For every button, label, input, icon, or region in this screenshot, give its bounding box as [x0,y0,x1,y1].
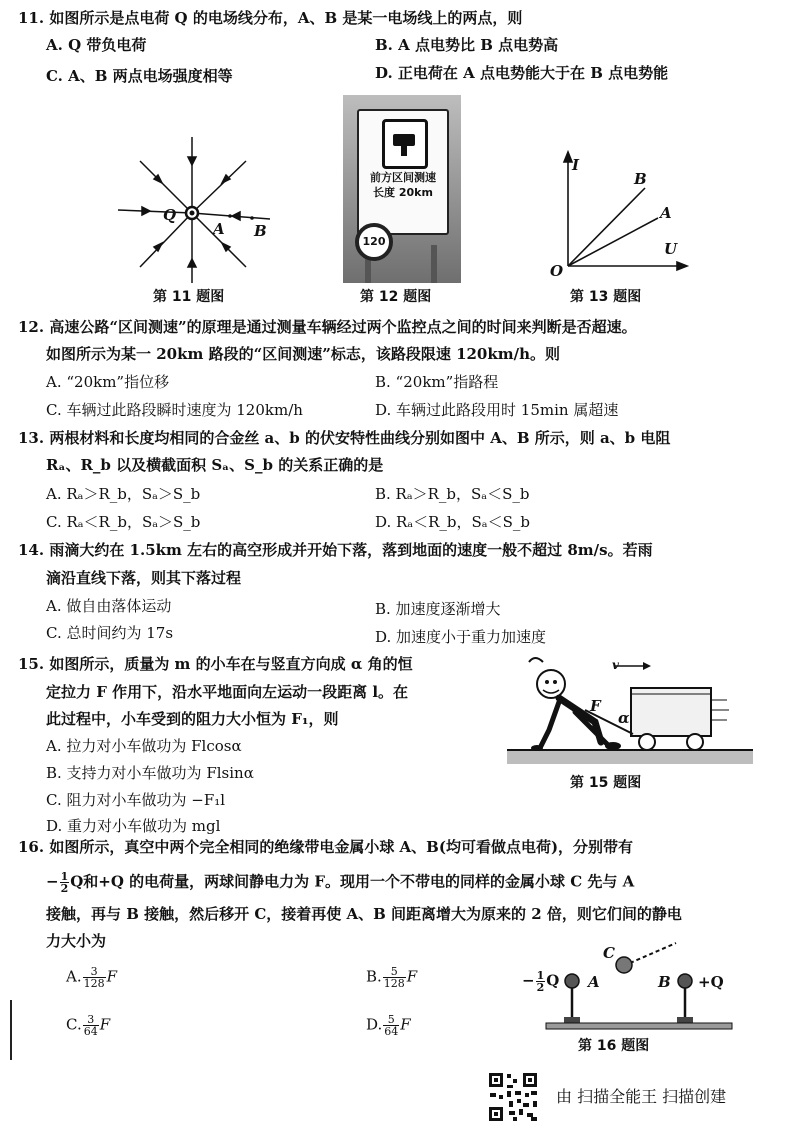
q14-option-d: D. 加速度小于重力加速度 [375,628,547,646]
q13-axis-y: I [572,156,580,174]
q16-option-d-fraction [383,1014,399,1037]
qr-code-icon [487,1071,539,1123]
q16-fig-den: 2 [536,981,545,994]
q11-stem: 11. 如图所示是点电荷 Q 的电场线分布，A、B 是某一电场线上的两点，则 [18,9,523,27]
q14-option-a: A. 做自由落体运动 [46,597,172,615]
q14-option-b: B. 加速度逐渐增大 [375,600,501,618]
q16-option-d-num: 5 [383,1014,399,1026]
q12-sign-plate [357,109,449,235]
q16-caption: 第 16 题图 [578,1038,650,1054]
q16-option-a-num: 3 [83,966,106,978]
q16-option-b [366,966,417,989]
q15-option-b: B. 支持力对小车做功为 Flsinα [46,764,254,782]
q16-option-d-den: 64 [384,1025,399,1038]
q16-fig-c: C [603,944,615,962]
q16-option-b-num: 5 [383,966,406,978]
q15-stem-1: 15. 如图所示，质量为 m 的小车在与竖直方向成 α 角的恒 [18,655,413,673]
q11-option-c: C. A、B 两点电场强度相等 [46,67,233,85]
q16-option-b-label: B. [366,967,382,986]
q16-stem-1: 16. 如图所示，真空中两个完全相同的绝缘带电金属小球 A、B(均可看做点电荷)，分别带有 [18,838,634,856]
q12-sign-text1: 前方区间测速 [370,171,436,184]
q16-option-d-unit: F [400,1015,411,1034]
q15-option-c: C. 阻力对小车做功为 −F₁l [46,791,226,809]
q13-axis-x: U [664,240,678,258]
q16-option-c-unit: F [99,1015,111,1034]
q16-option-b-fraction [383,966,406,989]
q16-half-den: 2 [60,882,69,895]
q16-fig-fraction [536,970,546,993]
q16-option-c-fraction [83,1014,99,1037]
q16-option-a-label: A. [66,967,82,986]
q11-label-q: Q [163,206,177,224]
q11-label-a: A [213,220,225,238]
q11-field-diagram [110,135,280,285]
q16-stem-3: 接触，再与 B 接触，然后移开 C，接着再使 A、B 间距离增大为原来的 2 倍，则它们间的静电 [46,905,682,923]
q16-fig-a: A [588,973,600,991]
q16-fig-charge-a [522,970,559,993]
q16-option-d [366,1014,411,1037]
q16-fig-minus: − [522,971,535,990]
q13-stem-1: 13. 两根材料和长度均相同的合金丝 a、b 的伏安特性曲线分别如图中 A、B 所示，则 a、b 电阻 [18,429,671,447]
q13-option-a: A. Rₐ＞R_b，Sₐ＞S_b [46,485,201,503]
q16-stem-4: 力大小为 [46,932,107,950]
q13-stem-2: Rₐ、R_b 以及横截面积 Sₐ、S_b 的关系正确的是 [46,456,384,474]
q16-option-b-unit: F [406,967,418,986]
q13-option-d: D. Rₐ＜R_b，Sₐ＜S_b [375,513,530,531]
q11-option-b: B. A 点电势比 B 点电势高 [375,36,559,54]
q12-sign-text2: 长度 20km [373,186,433,199]
q11-caption: 第 11 题图 [153,289,225,305]
q13-line-b: B [634,170,647,188]
q15-stem-2: 定拉力 F 作用下，沿水平地面向左运动一段距离 l。在 [46,683,409,701]
q16-option-c [66,1014,110,1037]
q16-fig-b: B [658,973,671,991]
q15-option-d: D. 重力对小车做功为 mgl [46,817,221,835]
q16-option-c-den: 64 [83,1025,98,1038]
camera-icon [382,119,428,169]
q14-option-c: C. 总时间约为 17s [46,624,174,642]
q16-option-d-label: D. [366,1015,383,1034]
q15-fig-alpha: α [618,709,630,727]
q11-label-b: B [254,222,267,240]
q16-minus: − [46,872,59,891]
q15-fig-f: F [590,697,601,715]
q16-stem-2 [46,871,634,894]
q13-line-a: A [660,204,672,222]
q16-fig-plusq: +Q [698,973,724,991]
q12-sign-photo [343,95,461,283]
q13-caption: 第 13 题图 [570,289,642,305]
q15-stem-3: 此过程中，小车受到的阻力大小恒为 F₁，则 [46,710,339,728]
q16-half-num: 1 [60,870,69,883]
q12-stem-2: 如图所示为某一 20km 路段的“区间测速”标志，该路段限速 120km/h。则 [46,345,561,363]
q12-option-d: D. 车辆过此路段用时 15min 属超速 [375,401,619,419]
q12-option-c: C. 车辆过此路段瞬时速度为 120km/h [46,401,303,419]
footer-scan-text: 由 扫描全能王 扫描创建 [556,1087,727,1106]
q16-fig-q: Q [546,971,560,990]
q15-caption: 第 15 题图 [570,775,642,791]
q12-caption: 第 12 题图 [360,289,432,305]
q12-option-a: A. “20km”指位移 [46,373,170,391]
speed-limit-icon: 120 [355,223,393,261]
margin-mark [10,1000,12,1060]
q16-option-a [66,966,117,989]
q12-option-b: B. “20km”指路程 [375,373,499,391]
q16-option-c-num: 3 [83,1014,99,1026]
q14-stem-2: 滴沿直线下落，则其下落过程 [46,569,242,587]
q16-option-a-fraction [83,966,106,989]
q16-stem-2-rest: Q和+Q 的电荷量，两球间静电力为 F。现用一个不带电的同样的金属小球 C 先与 A [70,872,635,891]
q15-cart-diagram [505,650,755,772]
q12-stem-1: 12. 高速公路“区间测速”的原理是通过测量车辆经过两个监控点之间的时间来判断是否超速。 [18,318,637,336]
q13-option-b: B. Rₐ＞R_b，Sₐ＜S_b [375,485,530,503]
q15-fig-v: v [612,658,619,672]
q14-stem-1: 14. 雨滴大约在 1.5km 左右的高空形成并开始下落，落到地面的速度一般不超过 8m/s。若雨 [18,541,653,559]
q16-fig-num: 1 [536,969,545,982]
q11-option-a: A. Q 带负电荷 [46,36,147,54]
q16-option-b-den: 128 [383,977,405,990]
q16-half-fraction [60,871,70,894]
q15-option-a: A. 拉力对小车做功为 Flcosα [46,737,242,755]
q16-option-a-unit: F [106,967,118,986]
q11-option-d: D. 正电荷在 A 点电势能大于在 B 点电势能 [375,64,669,82]
q16-option-c-label: C. [66,1015,82,1034]
q13-option-c: C. Rₐ＜R_b，Sₐ＞S_b [46,513,201,531]
q16-option-a-den: 128 [83,977,105,990]
q13-origin: O [550,262,564,280]
